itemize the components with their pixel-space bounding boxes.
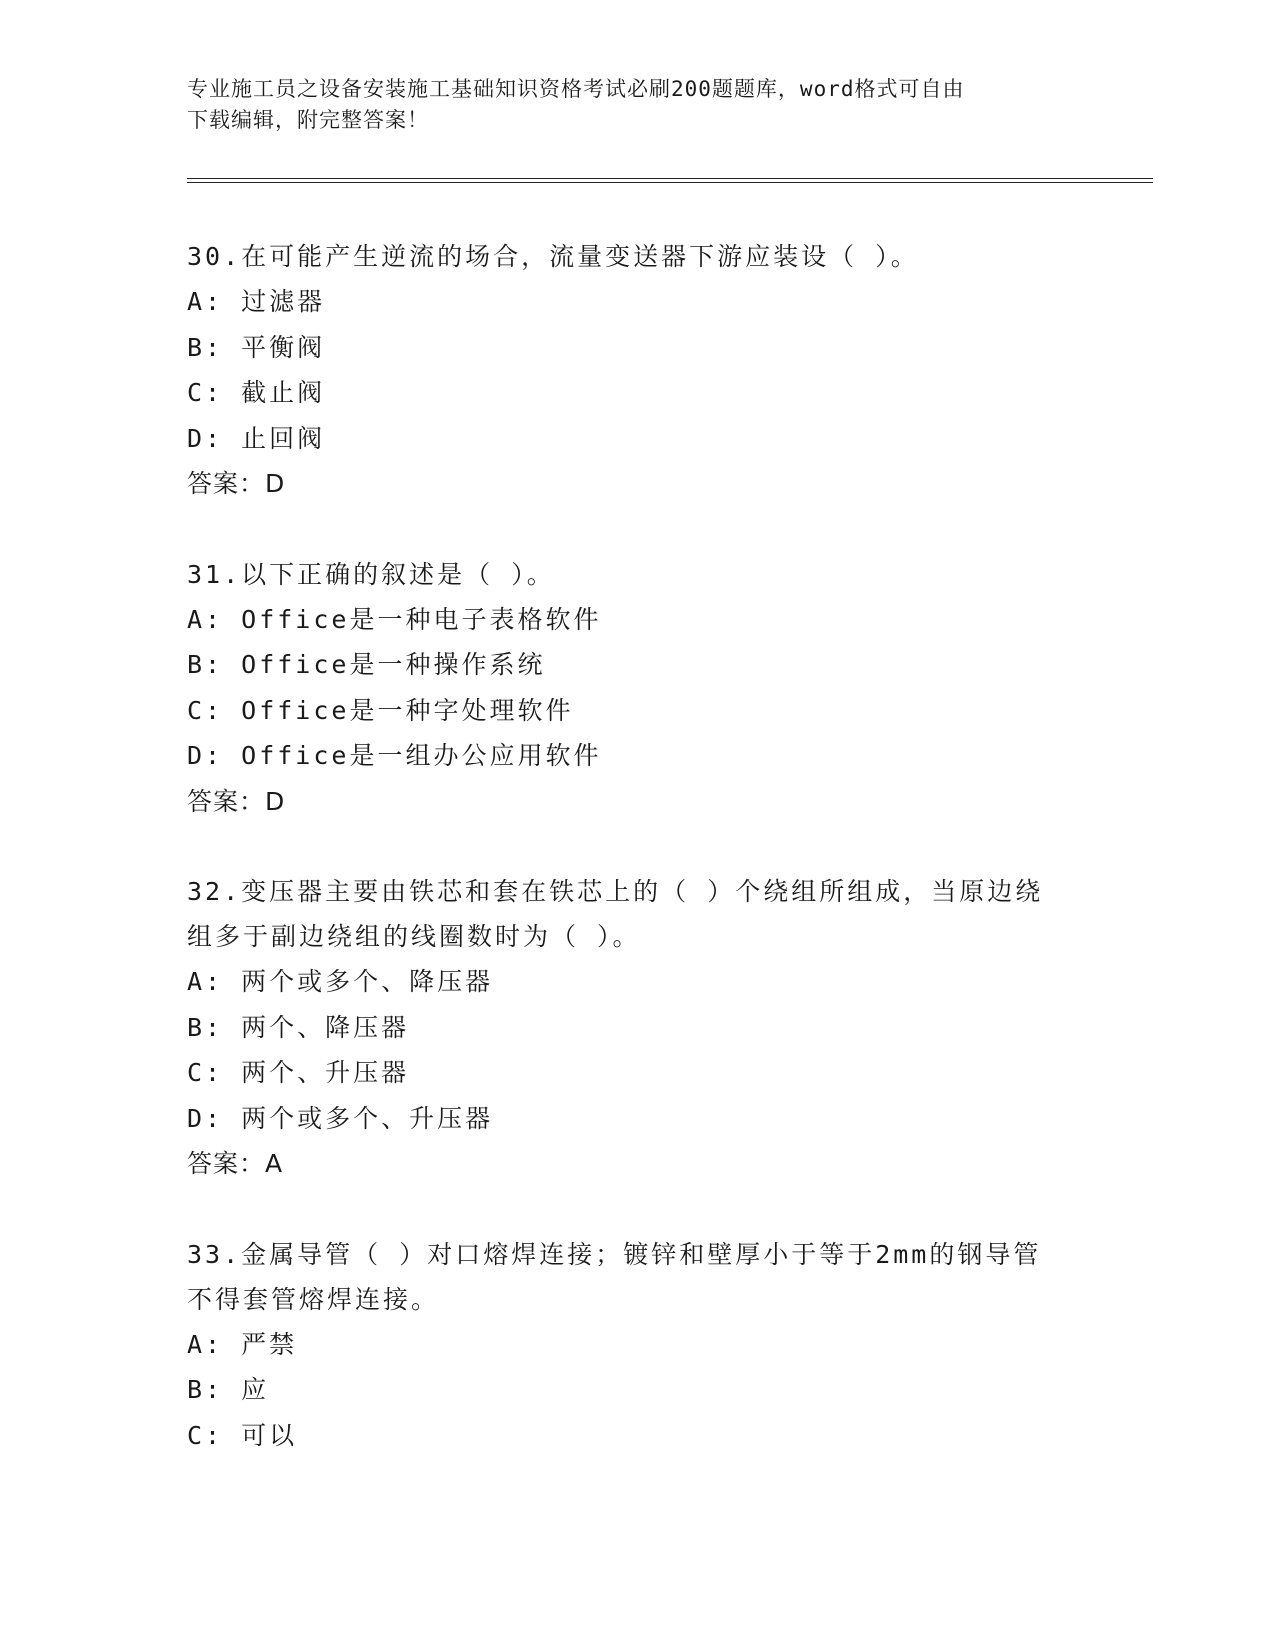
option-c: C: 可以: [187, 1420, 298, 1450]
answer-line: 答案：D: [187, 469, 286, 498]
document-header: [187, 74, 1067, 136]
option-d: D: 两个或多个、升压器: [187, 1103, 494, 1133]
question-stem-line-1: 32.变压器主要由铁芯和套在铁芯上的（ ）个绕组所组成，当原边绕: [187, 877, 1044, 906]
question-31: [187, 552, 1067, 825]
option-c: C: Office是一种字处理软件: [187, 695, 574, 725]
answer-line: 答案：D: [187, 786, 286, 816]
option-d: D: 止回阀: [187, 423, 326, 453]
option-a: A: 严禁: [187, 1329, 298, 1359]
question-33: [187, 1232, 1067, 1459]
header-line-2: 下载编辑，附完整答案！: [187, 108, 429, 132]
question-stem-line-2: 不得套管熔焊连接。: [187, 1284, 440, 1314]
option-a: A: 两个或多个、降压器: [187, 967, 494, 996]
header-divider-bottom: [187, 182, 1153, 183]
question-stem: 31.以下正确的叙述是（ ）。: [187, 559, 555, 589]
option-c: C: 两个、升压器: [187, 1058, 410, 1087]
option-b: B: 平衡阀: [187, 332, 326, 362]
option-c: C: 截止阀: [187, 378, 326, 407]
question-32: [187, 869, 1067, 1187]
question-stem-line-1: 33.金属导管（ ）对口熔焊连接；镀锌和壁厚小于等于2mm的钢导管: [187, 1239, 1042, 1269]
option-d: D: Office是一组办公应用软件: [187, 741, 602, 770]
question-list: [187, 234, 1067, 1503]
question-stem-line-2: 组多于副边绕组的线圈数时为（ ）。: [187, 922, 641, 951]
question-stem: 30.在可能产生逆流的场合，流量变送器下游应装设（ ）。: [187, 242, 919, 271]
answer-line: 答案：A: [187, 1149, 284, 1178]
option-a: A: Office是一种电子表格软件: [187, 604, 602, 634]
option-b: B: Office是一种操作系统: [187, 650, 546, 679]
header-divider-top: [187, 178, 1153, 179]
option-a: A: 过滤器: [187, 287, 326, 316]
option-b: B: 两个、降压器: [187, 1012, 410, 1042]
option-b: B: 应: [187, 1375, 270, 1404]
question-30: [187, 234, 1067, 507]
header-line-1: 专业施工员之设备安装施工基础知识资格考试必刷200题题库，word格式可自由: [187, 77, 965, 101]
